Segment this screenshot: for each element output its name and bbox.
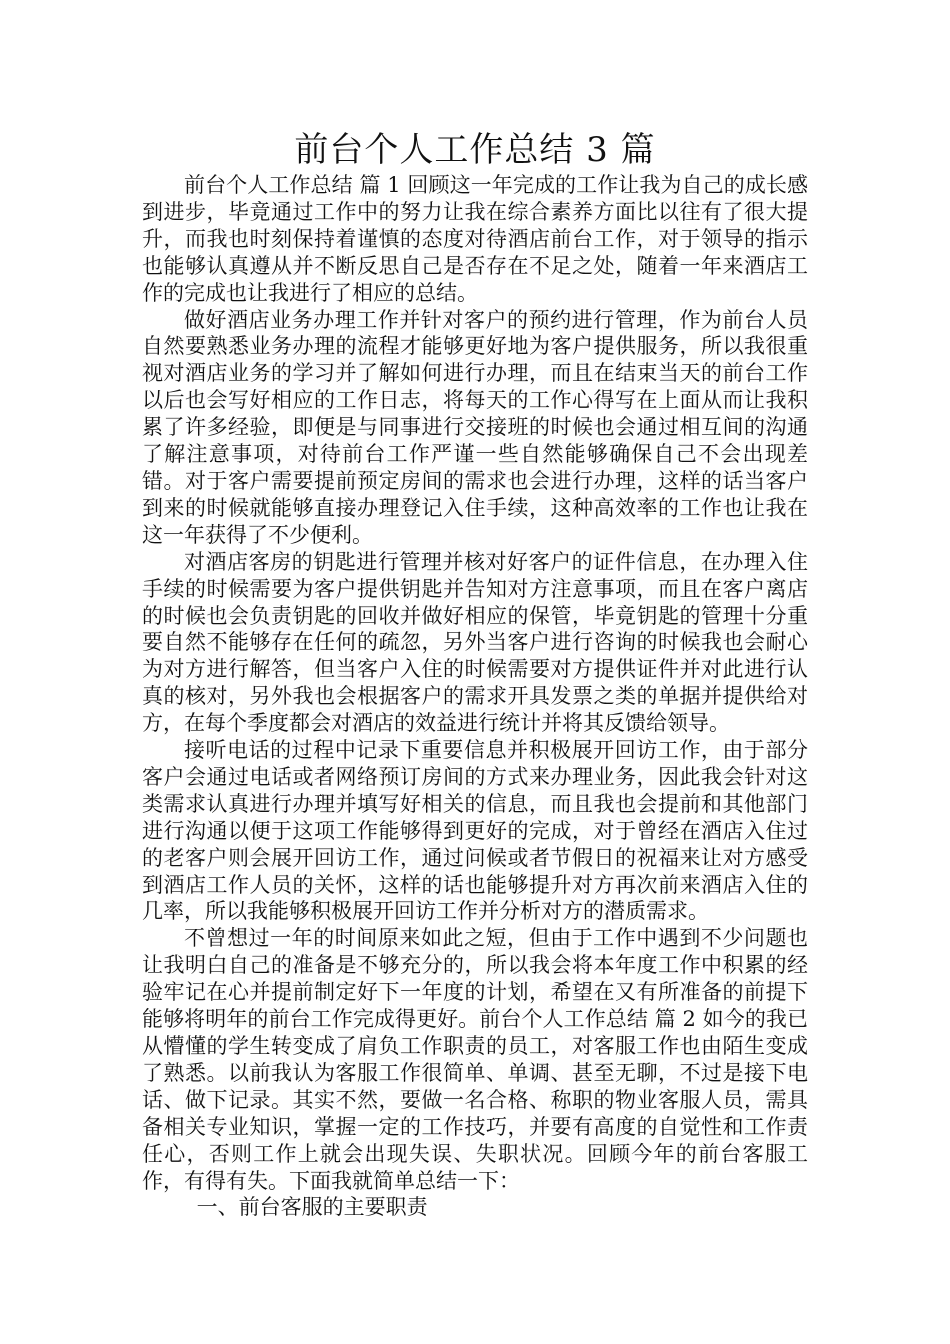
paragraph-3: 对酒店客房的钥匙进行管理并核对好客户的证件信息，在办理入住手续的时候需要为客户提供钥匙并告知对方注意事项，而且在客户离店的时候也会负责钥匙的回收并做好相应的保管，毕竟钥匙的管理十分重要自然不能够存在任何的疏忽，另外当客户进行咨询的时候我也会耐心为对方进行解答，但当客户入住的时候需要对方提供证件并对此进行认真的核对，另外我也会根据客户的需求开具发票之类的单据并提供给对方，在每个季度都会对酒店的效益进行统计并将其反馈给领导。 [142, 549, 808, 736]
section-heading: 一、前台客服的主要职责 [196, 1195, 428, 1220]
paragraph-4: 接听电话的过程中记录下重要信息并积极展开回访工作，由于部分客户会通过电话或者网络预订房间的方式来办理业务，因此我会针对这类需求认真进行办理并填写好相关的信息，而且我也会提前和其他部门进行沟通以便于这项工作能够得到更好的完成，对于曾经在酒店入住过的老客户则会展开回访工作，通过问候或者节假日的祝福来让对方感受到酒店工作人员的关怀，这样的话也能够提升对方再次前来酒店入住的几率，所以我能够积极展开回访工作并分析对方的潜质需求。 [142, 738, 808, 924]
document-body [142, 172, 808, 1221]
paragraph-1: 前台个人工作总结 篇 1 回顾这一年完成的工作让我为自己的成长感到进步，毕竟通过工作中的努力让我在综合素养方面比以往有了很大提升，而我也时刻保持着谨慎的态度对待酒店前台工作，对于领导的指示也能够认真遵从并不断反思自己是否存在不足之处，随着一年来酒店工作的完成也让我进行了相应的总结。 [142, 173, 808, 305]
paragraph-2: 做好酒店业务办理工作并针对客户的预约进行管理，作为前台人员自然要熟悉业务办理的流程才能够更好地为客户提供服务，所以我很重视对酒店业务的学习并了解如何进行办理，而且在结束当天的前台工作以后也会写好相应的工作日志，将每天的工作心得写在上面从而让我积累了许多经验，即便是与同事进行交接班的时候也会通过相互间的沟通了解注意事项，对待前台工作严谨一些自然能够确保自己不会出现差错。对于客户需要提前预定房间的需求也会进行办理，这样的话当客户到来的时候就能够直接办理登记入住手续，这种高效率的工作也让我在这一年获得了不少便利。 [142, 307, 808, 547]
paragraph-5: 不曾想过一年的时间原来如此之短，但由于工作中遇到不少问题也让我明白自己的准备是不够充分的，所以我会将本年度工作中积累的经验牢记在心并提前制定好下一年度的计划，希望在又有所准备的前提下能够将明年的前台工作完成得更好。前台个人工作总结 篇 2 如今的我已从懵懂的学生转变成了肩负工作职责的员工，对客服工作也由陌生变成了熟悉。以前我认为客服工作很简单、单调、甚至无聊，不过是接下电话、做下记录。其实不然，要做一名合格、称职的物业客服人员，需具备相关专业知识，掌握一定的工作技巧，并要有高度的自觉性和工作责任心，否则工作上就会出现失误、失职状况。回顾今年的前台客服工作，有得有失。下面我就简单总结一下： [142, 926, 808, 1193]
document-title: 前台个人工作总结 3 篇 [294, 130, 656, 170]
